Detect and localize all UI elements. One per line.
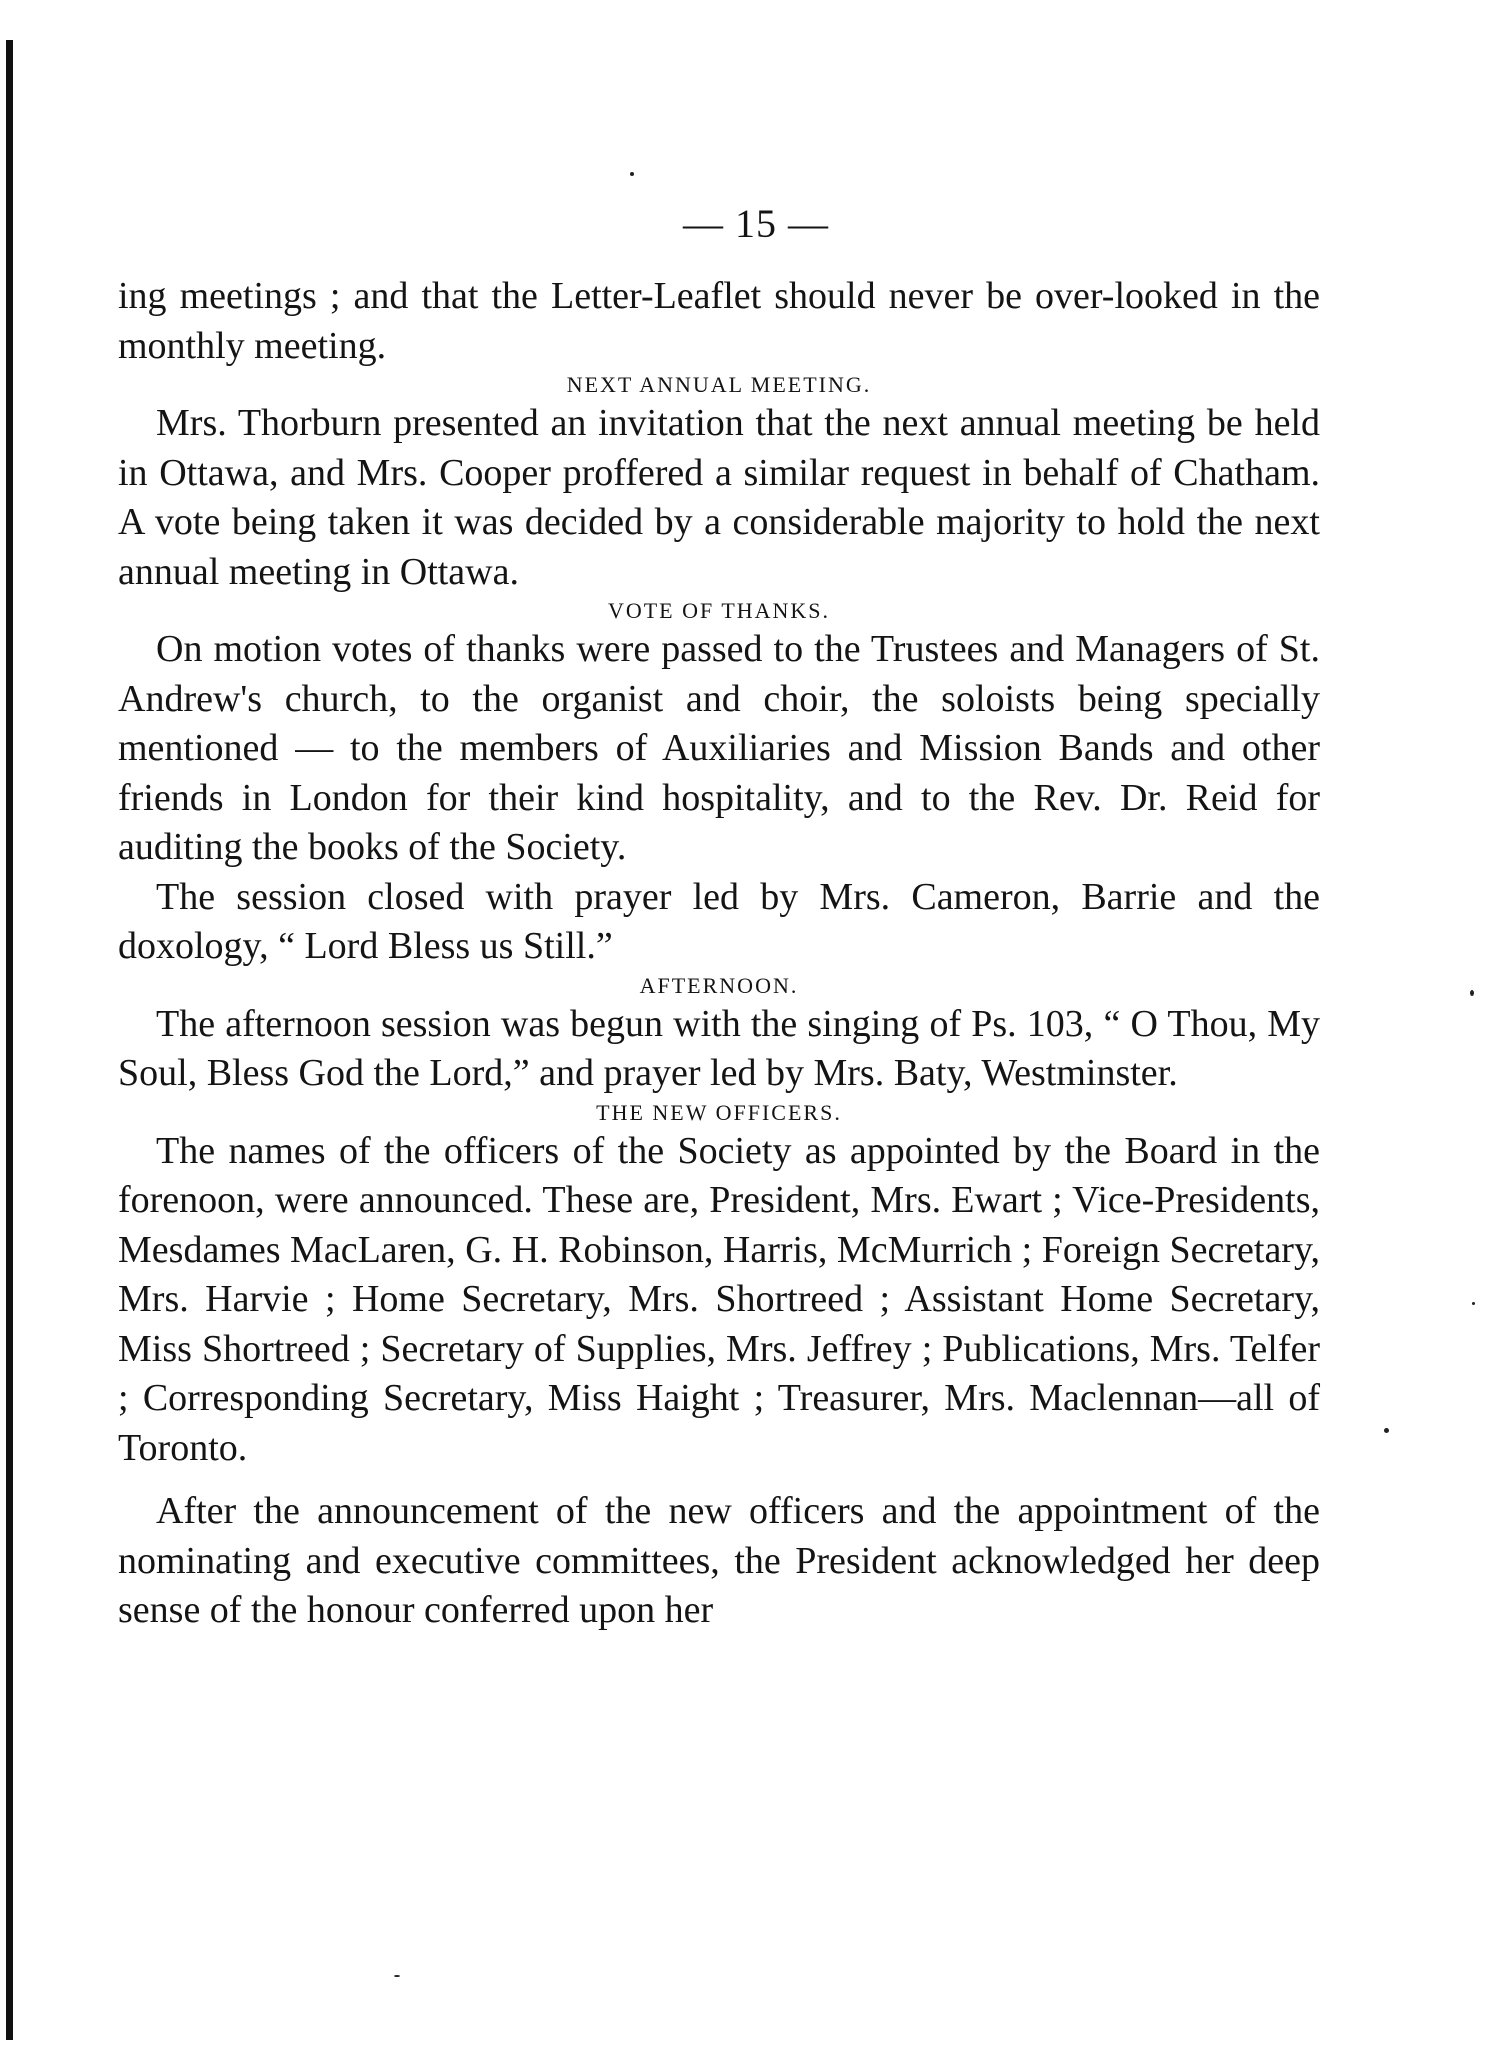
scan-speck xyxy=(394,1975,400,1977)
section-heading-afternoon: AFTERNOON. xyxy=(639,972,799,998)
paragraph-votes-of-thanks: On motion votes of thanks were passed to the Trustees and Managers of St. Andrew's church, to the organist and choir, the soloists being specially mentioned — to the members of Auxiliaries and Mission Bands and other friends in London for their kind hospitality, and to the Rev. Dr. Reid for auditing the books of the Society. xyxy=(118,628,1320,868)
page-number: — 15 — xyxy=(683,201,829,246)
section-heading-vote-of-thanks: VOTE OF THANKS. xyxy=(607,598,831,623)
page-body xyxy=(118,272,1320,1636)
section-heading-next-annual-meeting: NEXT ANNUAL MEETING. xyxy=(566,372,872,397)
paragraph-continued: ing meetings ; and that the Letter-Leaflet should never be over-looked in the monthly meeting. xyxy=(118,275,1320,367)
paragraph-next-meeting: Mrs. Thorburn presented an invitation that the next annual meeting be held in Ottawa, and Mrs. Cooper proffered a similar request in behalf of Chatham. A vote being taken it was decided by a considerable majority to hold the next annual meeting in Ottawa. xyxy=(118,402,1320,593)
paragraph-officers-list: The names of the officers of the Society as appointed by the Board in the forenoon, were announced. These are, President, Mrs. Ewart ; Vice-Presidents, Mesdames MacLaren, G. H. Robinson, Harris, McMurrich ; Foreign Secretary, Mrs. Harvie ; Home Secretary, Mrs. Shortreed ; Assistant Home Secretary, Miss Shortreed ; Secretary of Supplies, Mrs. Jeffrey ; Publications, Mrs. Telfer ; Corresponding Secretary, Miss Haight ; Treasurer, Mrs. Maclennan—all of Toronto. xyxy=(118,1129,1320,1469)
paragraph-afternoon-session: The afternoon session was begun with the singing of Ps. 103, “ O Thou, My Soul, Bless God the Lord,” and prayer led by Mrs. Baty, Westminster. xyxy=(118,1002,1320,1094)
paragraph-president-acknowledgement: After the announcement of the new officers and the appointment of the nominating and executive committees, the President acknowledged her deep sense of the honour conferred upon her xyxy=(118,1490,1320,1631)
scan-margin-rule xyxy=(6,40,13,2040)
paragraph-gap xyxy=(118,1473,1320,1487)
scan-speck xyxy=(630,172,634,176)
scan-speck xyxy=(1472,1302,1475,1305)
scan-speck xyxy=(1384,1428,1389,1433)
paragraph-session-closed: The session closed with prayer led by Mrs. Cameron, Barrie and the doxology, “ Lord Bless us Still.” xyxy=(118,875,1320,967)
scan-speck xyxy=(1470,990,1474,996)
section-heading-new-officers: THE NEW OFFICERS. xyxy=(596,1099,842,1125)
